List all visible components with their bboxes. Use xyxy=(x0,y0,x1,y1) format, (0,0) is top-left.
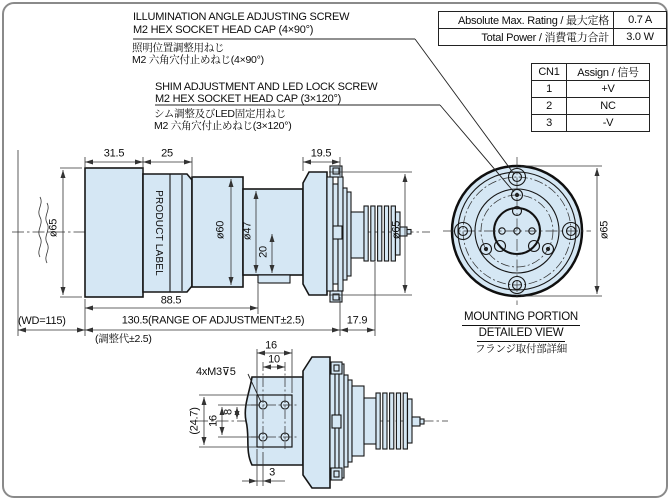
dim-flange-diameter-front: ø65 xyxy=(598,220,611,240)
dim-mid-diameter: ø60 xyxy=(214,220,227,240)
screw2-note-jp-line2: M2 六角穴付止めねじ(3×120°) xyxy=(154,120,292,132)
dim-hole-pitch-v: 16 xyxy=(207,415,220,427)
screw1-note-jp-line1: 照明位置調整用ねじ xyxy=(132,42,225,54)
dim-front-diameter: ø65 xyxy=(47,218,60,238)
rating-label: Absolute Max. Rating / 最大定格 xyxy=(439,12,614,29)
dim-boss-offset: 20 xyxy=(257,246,270,258)
mounting-caption-jp: フランジ取付部詳細 xyxy=(475,342,567,355)
dim-flange-length: 19.5 xyxy=(310,147,332,160)
table-row xyxy=(532,81,650,98)
dim-hole-half-pitch: 8 xyxy=(222,409,235,415)
dim-flange-diameter-side: ø65 xyxy=(390,220,403,240)
table-row xyxy=(532,115,650,132)
table-row xyxy=(532,98,650,115)
screw1-note-en-line1: ILLUMINATION ANGLE ADJUSTING SCREW xyxy=(133,11,350,23)
dim-thread-callout: 4xM3⊽5 xyxy=(196,366,236,378)
dim-edge-offset: 3 xyxy=(269,466,275,479)
table-row xyxy=(439,29,667,46)
screw2-note-en-line1: SHIM ADJUSTMENT AND LED LOCK SCREW xyxy=(155,81,378,93)
rating-value: 0.7 A xyxy=(614,12,667,29)
dim-body-length: 88.5 xyxy=(160,294,182,307)
dim-working-distance: (WD=115) xyxy=(18,315,66,327)
dim-hole-pitch-h: 10 xyxy=(268,353,280,366)
dim-front-length: 31.5 xyxy=(103,147,125,160)
mounting-caption-en-line1: MOUNTING PORTION xyxy=(462,310,580,326)
screw2-note-en-line2: M2 HEX SOCKET HEAD CAP (3×120°) xyxy=(155,93,342,105)
dim-adjustment-range: 130.5(RANGE OF ADJUSTMENT±2.5) xyxy=(121,314,305,327)
dim-rear-length: 17.9 xyxy=(346,314,368,327)
rating-value: 3.0 W xyxy=(614,29,667,46)
pin-number: 2 xyxy=(532,98,567,115)
dim-boss-height: (24.7) xyxy=(188,407,201,435)
screw2-note-jp-line1: シム調整及びLED固定用ねじ xyxy=(154,108,287,120)
table-row xyxy=(439,12,667,29)
pin-signal: +V xyxy=(567,81,650,98)
rating-table xyxy=(438,11,667,46)
pin-signal: -V xyxy=(567,115,650,132)
screw1-note-jp-line2: M2 六角穴付止めねじ(4×90°) xyxy=(132,54,264,66)
product-label-text: PRODUCT LABEL xyxy=(152,190,164,276)
rating-label: Total Power / 消費電力合計 xyxy=(439,29,614,46)
pin-signal: NC xyxy=(567,98,650,115)
pin-number: 3 xyxy=(532,115,567,132)
table-header-row xyxy=(532,64,650,81)
mounting-detail-view xyxy=(443,157,602,305)
dim-boss-width: 16 xyxy=(265,339,277,352)
dim-label-length: 25 xyxy=(161,147,173,160)
dim-adjustment-range-jp: (調整代±2.5) xyxy=(95,333,152,345)
assign-header: Assign / 信号 xyxy=(567,64,650,81)
mounting-caption-en-line2: DETAILED VIEW xyxy=(477,326,566,342)
pin-number: 1 xyxy=(532,81,567,98)
screw1-note-en-line2: M2 HEX SOCKET HEAD CAP (4×90°) xyxy=(133,24,314,36)
dim-inner-diameter: ø47 xyxy=(241,221,254,241)
connector-pin-table xyxy=(531,63,650,132)
cn-header: CN1 xyxy=(532,64,567,81)
mounting-detail-caption xyxy=(437,310,605,357)
